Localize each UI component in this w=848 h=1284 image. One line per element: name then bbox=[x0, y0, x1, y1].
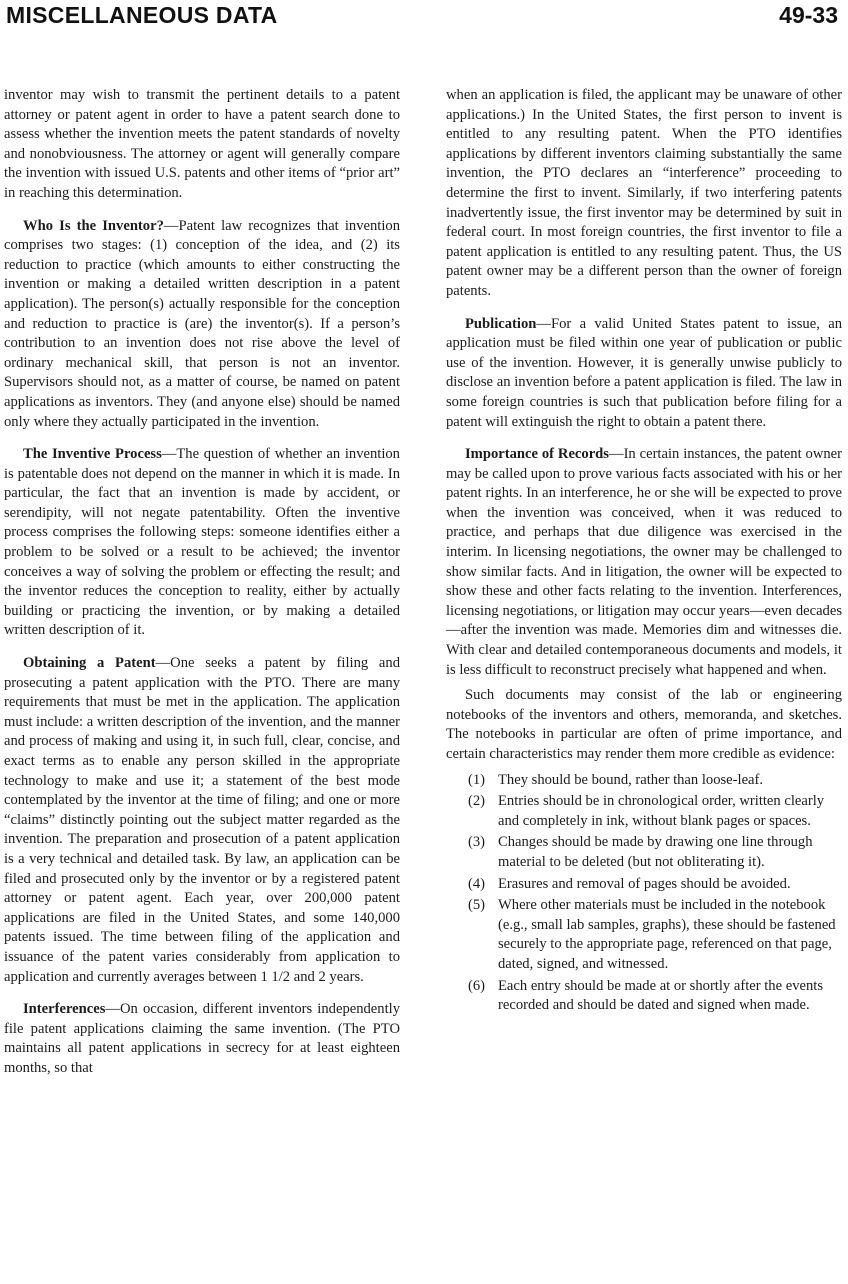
heading-importance-of-records: Importance of Records bbox=[465, 446, 609, 463]
heading-who-is-inventor: Who Is the Inventor? bbox=[23, 217, 164, 234]
paragraph-obtaining-patent bbox=[4, 654, 400, 987]
notebook-requirements-list bbox=[446, 771, 842, 1016]
paragraph-text: —For a valid United States patent to issue, an application must be filed within one year of publication or public use of the invention. However, it is generally unwise publicly to disclose an invention before a patent application is filed. The law in some foreign countries is such that publication before filing for a patent will extinguish the right to obtain a patent there. bbox=[446, 315, 842, 430]
list-item bbox=[446, 896, 842, 974]
paragraph-interferences bbox=[4, 1000, 400, 1078]
heading-publication: Publication bbox=[465, 315, 537, 332]
list-item-number: (6) bbox=[468, 977, 486, 994]
paragraph-interferences-continued bbox=[446, 86, 842, 302]
list-item bbox=[446, 875, 842, 895]
heading-obtaining-patent: Obtaining a Patent bbox=[23, 655, 156, 672]
paragraph-text: —On occasion, different inventors independently file patent applications claiming the same invention. (The PTO maintains all patent applications in secrecy for at least eighteen months, so that bbox=[4, 1001, 400, 1076]
paragraph-text: when an application is filed, the applicant may be unaware of other applications.) In the United States, the first person to invent is entitled to any resulting patent. When the PTO identifies applications by different inventors claiming substantially the same invention, the PTO declares an “interference” proceeding to determine the first to invent. Similarly, if two interfering patents inadvertently issue, the first inventor may be determined by suit in federal court. In most foreign countries, the first inventor to file a patent application is entitled to any resulting patent. Thus, the US patent owner may be a different person than the owner of foreign patents. bbox=[446, 87, 842, 299]
list-item-number: (2) bbox=[468, 793, 486, 810]
paragraph-who-is-inventor bbox=[4, 217, 400, 433]
list-item bbox=[446, 771, 842, 791]
list-item-number: (3) bbox=[468, 834, 486, 851]
list-item-number: (4) bbox=[468, 875, 486, 892]
list-item-text: Where other materials must be included in the notebook (e.g., small lab samples, graphs), these should be fastened securely to the appropriate page, referenced on that page, dated, signed, and witnessed. bbox=[498, 897, 836, 972]
list-item-text: Each entry should be made at or shortly after the events recorded and should be dated and signed when made. bbox=[498, 977, 824, 1014]
paragraph-documents bbox=[446, 686, 842, 764]
paragraph-text: —In certain instances, the patent owner may be called upon to prove various facts associated with his or her patent rights. In an interference, he or she will be expected to prove when the invention was conceived, when it was reduced to practice, and perhaps that due diligence was exercised in the interim. In licensing negotiations, the owner may be challenged to show similar facts. And in litigation, the owner will be expected to show these and other facts relating to the invention. Interferences, licensing negotiations, or litigation may occur years—even decades—after the invention was made. Memories dim and witnesses die. With clear and detailed contemporaneous documents and models, it is less difficult to reconstruct precisely what happened and when. bbox=[446, 446, 842, 678]
paragraph-inventive-process bbox=[4, 445, 400, 641]
page-number: 49-33 bbox=[779, 2, 838, 28]
left-column bbox=[4, 86, 400, 1092]
list-item bbox=[446, 792, 842, 831]
heading-inventive-process: The Inventive Process bbox=[23, 446, 162, 463]
list-item-text: Erasures and removal of pages should be avoided. bbox=[498, 875, 791, 892]
list-item-text: Changes should be made by drawing one line through material to be deleted (but not obliterating it). bbox=[498, 834, 813, 870]
paragraph-publication bbox=[446, 315, 842, 433]
paragraph-text: inventor may wish to transmit the pertinent details to a patent attorney or patent agent in order to have a patent search done to assess whether the invention meets the patent standards of novelty and nonobviousness. The attorney or agent will generally compare the invention with issued U.S. patents and other items of “prior art” in reaching this determination. bbox=[4, 87, 400, 201]
section-title: MISCELLANEOUS DATA bbox=[6, 2, 278, 28]
paragraph-text: —The question of whether an invention is patentable does not depend on the manner in which it is made. In particular, the fact that an invention is made by accident, or serendipity, will not negate patentability. Often the inventive process comprises the following steps: someone identifies either a problem to be solved or a result to be achieved; the inventor conceives a way of solving the problem or effecting the result; and the inventor reduces the conception to reality, either by actually building or practicing the invention, or by making a detailed written description of it. bbox=[4, 446, 400, 639]
page-header bbox=[0, 0, 848, 36]
paragraph-text: Such documents may consist of the lab or engineering notebooks of the inventors and others, memoranda, and sketches. The notebooks in particular are often of prime importance, and certain characteristics may render them more credible as evidence: bbox=[446, 687, 842, 762]
paragraph-importance-of-records bbox=[446, 445, 842, 680]
list-item bbox=[446, 833, 842, 872]
list-item-text: They should be bound, rather than loose-leaf. bbox=[498, 771, 764, 788]
paragraph-text: —Patent law recognizes that invention comprises two stages: (1) conception of the idea, and (2) its reduction to practice (which amounts to either constructing the invention or making a detailed written description in a patent application). The person(s) actually responsible for the conception and reduction to practice is (are) the inventor(s). If a person’s contribution to an invention does not rise above the level of ordinary mechanical skill, that person is not an inventor. Supervisors should not, as a matter of course, be named on patent applications as inventors. They (and anyone else) should be named only where they actually participated in the invention. bbox=[4, 217, 400, 430]
list-item-number: (5) bbox=[468, 897, 486, 914]
list-item bbox=[446, 977, 842, 1016]
paragraph-intro-continued bbox=[4, 86, 400, 204]
list-item-number: (1) bbox=[468, 771, 486, 788]
paragraph-text: —One seeks a patent by filing and prosecuting a patent application with the PTO. There are many requirements that must be met in the application. The application must include: a written description of the invention, and the manner and process of making and using it, in such full, clear, concise, and exact terms as to enable any person skilled in the appropriate technology to make and use it; a statement of the best mode contemplated by the inventor at the time of filing; and one or more “claims” distinctly pointing out the subject matter regarded as the invention. The preparation and prosecution of a patent application is a very technical and detailed task. By law, an application can be filed and prosecuted only by the inventor or by a registered patent attorney or patent agent. Each year, over 200,000 patent applications are filed in the United States, and some 140,000 patents issued. The time between filing of the application and issuance of the patent varies considerably from application to application and currently averages between 1 1/2 and 2 years. bbox=[4, 655, 400, 985]
heading-interferences: Interferences bbox=[23, 1001, 106, 1018]
list-item-text: Entries should be in chronological order, written clearly and completely in ink, without blank pages or spaces. bbox=[498, 793, 825, 829]
right-column bbox=[446, 86, 842, 1018]
